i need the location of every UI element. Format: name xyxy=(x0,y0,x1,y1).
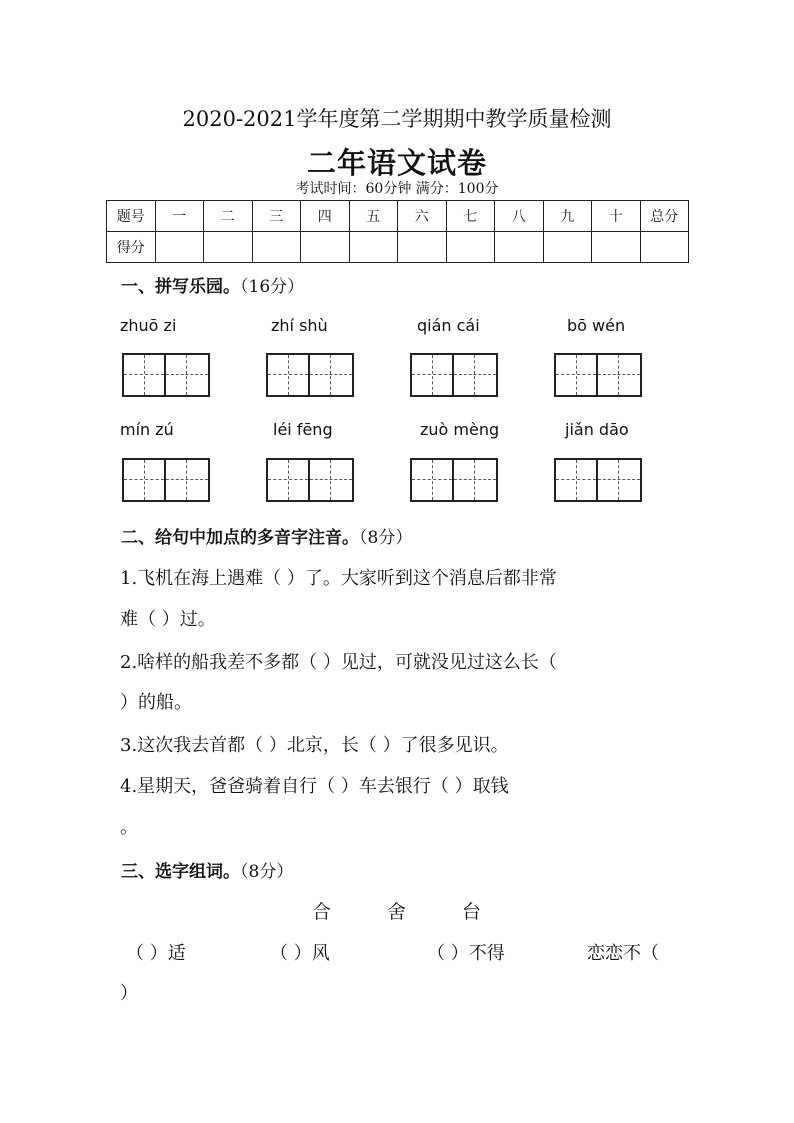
score-table-score-row xyxy=(107,232,689,263)
score-row-label: 得分 xyxy=(107,232,156,263)
section3-heading xyxy=(121,857,293,882)
score-table-cell: 七 xyxy=(446,201,495,232)
section3-points: （8分） xyxy=(240,862,294,882)
pinyin-label: zuò mèng xyxy=(420,420,500,439)
score-entry-cell[interactable] xyxy=(592,232,641,263)
tianzige-box[interactable] xyxy=(122,458,210,502)
pinyin-label: jiǎn dāo xyxy=(565,420,629,439)
score-entry-cell[interactable] xyxy=(204,232,253,263)
score-table-cell: 三 xyxy=(252,201,301,232)
pinyin-label: qián cái xyxy=(417,316,480,335)
pinyin-label: bō wén xyxy=(567,316,626,335)
score-table-cell: 六 xyxy=(398,201,447,232)
score-entry-cell[interactable] xyxy=(640,232,689,263)
tianzige-box[interactable] xyxy=(122,353,210,397)
exam-title-line2: 二年语文试卷 xyxy=(306,146,487,180)
score-table-cell: 四 xyxy=(301,201,350,232)
question-line: 。 xyxy=(120,817,138,838)
question-line: 2.啥样的船我差不多都（ ）见过，可就没见过这么长（ xyxy=(120,652,557,673)
score-table-cell: 二 xyxy=(204,201,253,232)
score-entry-cell[interactable] xyxy=(446,232,495,263)
score-table-cell: 八 xyxy=(495,201,544,232)
section1-heading xyxy=(121,272,304,297)
exam-subtitle: 考试时间：60分钟 满分：100分 xyxy=(295,181,499,197)
word-blank-item: 恋恋不（ xyxy=(587,943,659,964)
tianzige-box[interactable] xyxy=(266,458,354,502)
score-entry-cell[interactable] xyxy=(301,232,350,263)
section2-heading xyxy=(121,523,412,548)
section3-title: 三、选字组词。 xyxy=(121,862,240,882)
tianzige-box[interactable] xyxy=(410,458,498,502)
pinyin-label: zhí shù xyxy=(271,316,328,335)
score-entry-cell[interactable] xyxy=(155,232,204,263)
word-blank-item: （ ）适 xyxy=(126,943,186,964)
tianzige-box[interactable] xyxy=(554,353,642,397)
score-entry-cell[interactable] xyxy=(252,232,301,263)
choice-character: 合 xyxy=(312,901,332,923)
tianzige-box[interactable] xyxy=(554,458,642,502)
section1-points: （16分） xyxy=(240,277,305,297)
score-table-cell: 一 xyxy=(155,201,204,232)
word-blank-item: （ ）不得 xyxy=(427,943,505,964)
tianzige-box[interactable] xyxy=(266,353,354,397)
score-entry-cell[interactable] xyxy=(349,232,398,263)
pinyin-label: léi fēng xyxy=(273,420,333,439)
question-line: 4.星期天，爸爸骑着自行（ ）车去银行（ ）取钱 xyxy=(120,776,509,797)
question-line: ）的船。 xyxy=(120,692,192,713)
section2-title: 二、给句中加点的多音字注音。 xyxy=(121,528,359,548)
section2-points: （8分） xyxy=(359,528,413,548)
score-entry-cell[interactable] xyxy=(398,232,447,263)
score-entry-cell[interactable] xyxy=(543,232,592,263)
score-entry-cell[interactable] xyxy=(495,232,544,263)
choice-character: 台 xyxy=(462,901,482,923)
score-table-cell: 五 xyxy=(349,201,398,232)
pinyin-label: mín zú xyxy=(120,420,174,439)
question-line: 1.飞机在海上遇难（ ）了。大家听到这个消息后都非常 xyxy=(120,568,557,589)
score-table xyxy=(106,200,689,263)
pinyin-label: zhuō zi xyxy=(120,316,177,335)
score-table-cell: 九 xyxy=(543,201,592,232)
score-table-cell: 题号 xyxy=(107,201,156,232)
score-table-cell: 十 xyxy=(592,201,641,232)
score-table-header-row xyxy=(107,201,689,232)
word-blank-continuation: ） xyxy=(120,983,138,1004)
exam-title-line1: 2020-2021学年度第二学期期中教学质量检测 xyxy=(182,107,612,131)
question-line: 3.这次我去首都（ ）北京，长（ ）了很多见识。 xyxy=(120,735,509,756)
score-table-cell: 总分 xyxy=(640,201,689,232)
tianzige-box[interactable] xyxy=(410,353,498,397)
choice-character: 舍 xyxy=(387,901,407,923)
question-line: 难（ ）过。 xyxy=(120,609,216,630)
section1-title: 一、拼写乐园。 xyxy=(121,277,240,297)
word-blank-item: （ ）风 xyxy=(270,943,330,964)
